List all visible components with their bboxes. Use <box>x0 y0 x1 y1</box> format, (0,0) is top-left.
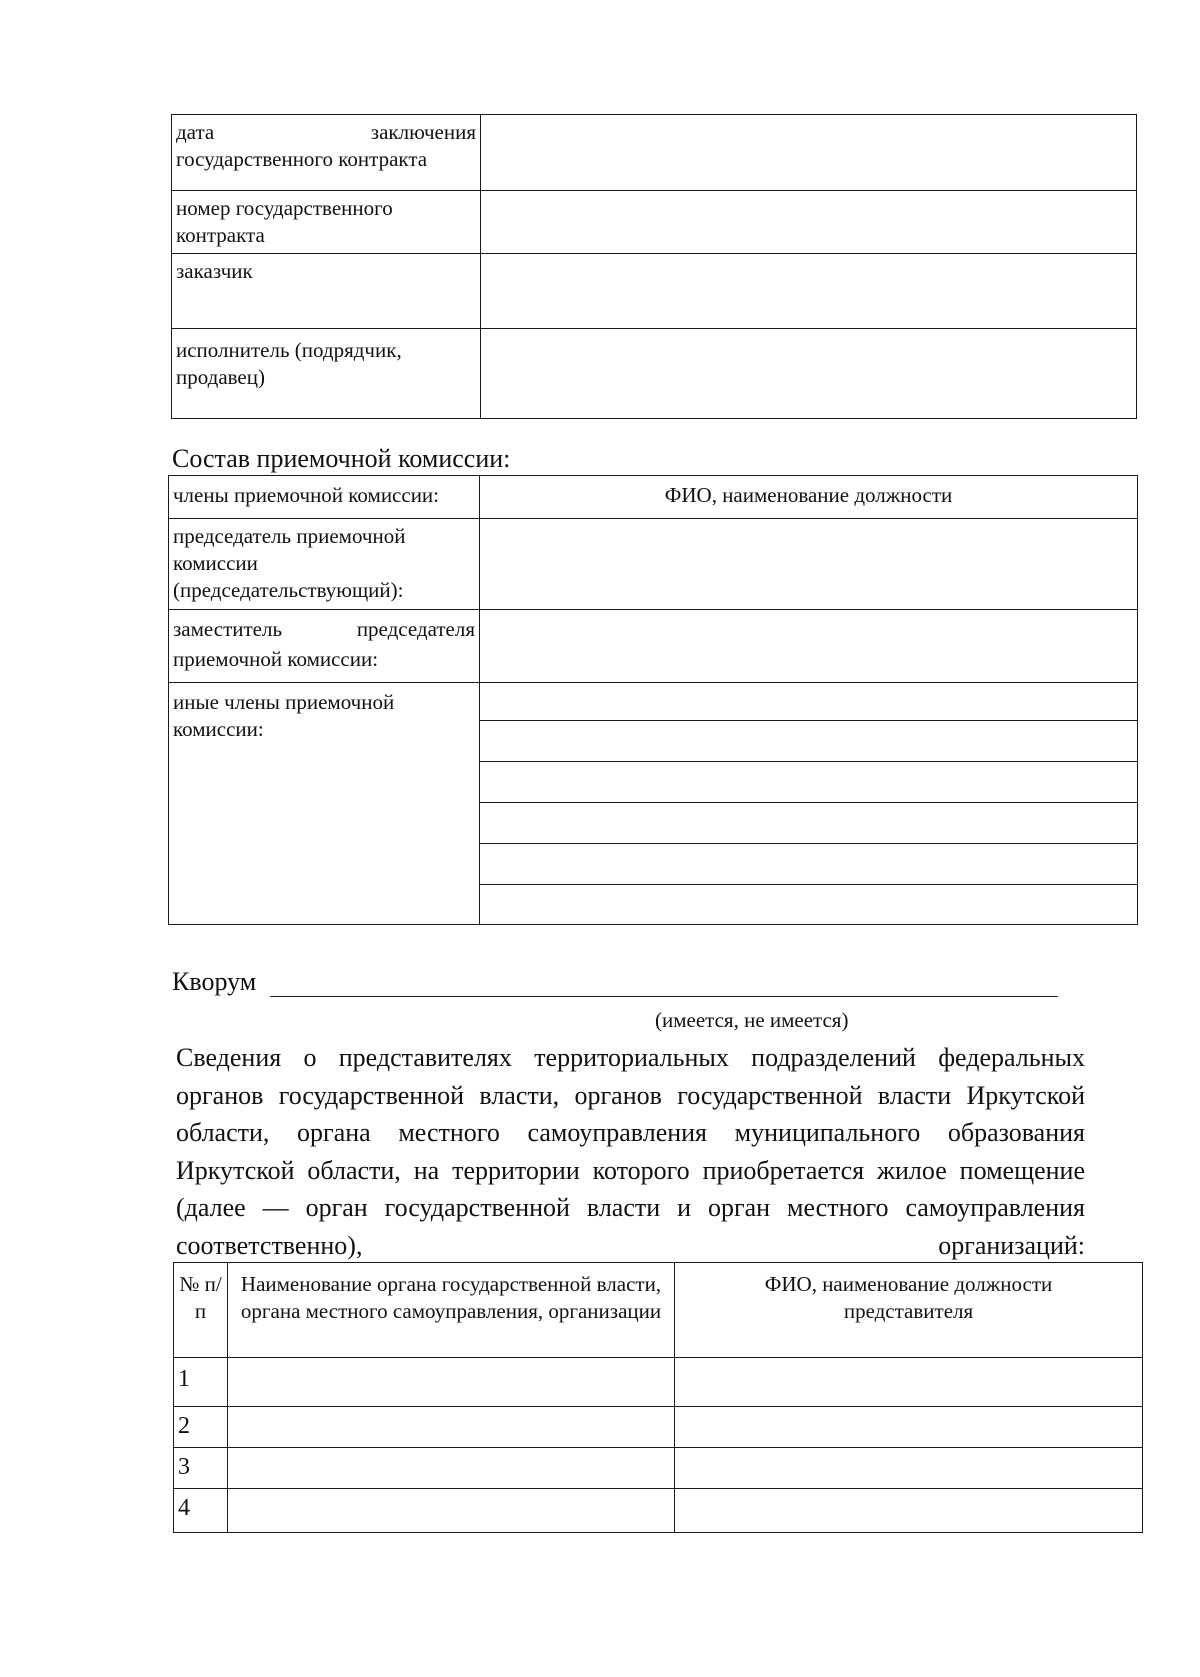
chairman-label: председатель приемочной комиссии (председательствующий): <box>169 519 480 610</box>
table-row <box>169 683 1138 721</box>
organization-field[interactable] <box>228 1358 675 1407</box>
table-row <box>172 115 1137 191</box>
representatives-intro: Сведения о представителях территориальных подразделений федеральных органов государственной власти, органов государственной власти Иркутской области, органа местного самоуправления муниципального образования Иркутской области, на территории которого приобретается жилое помещение (далее — орган государственной власти и орган местного самоуправления соответственно), организаций: <box>176 1043 1085 1260</box>
row-number: 1 <box>174 1358 228 1407</box>
chairman-field[interactable] <box>480 519 1138 610</box>
table-row <box>169 519 1138 610</box>
organization-field[interactable] <box>228 1489 675 1533</box>
commission-members-header: члены приемочной комиссии: <box>169 476 480 519</box>
contract-number-field[interactable] <box>481 191 1137 254</box>
fio-position-header: ФИО, наименование должности <box>480 476 1138 519</box>
customer-label: заказчик <box>172 254 481 329</box>
other-member-field[interactable] <box>480 762 1138 803</box>
table-row <box>174 1358 1143 1407</box>
representative-field[interactable] <box>675 1448 1143 1489</box>
representative-field[interactable] <box>675 1407 1143 1448</box>
other-members-label: иные члены приемочной комиссии: <box>169 683 480 925</box>
organization-field[interactable] <box>228 1448 675 1489</box>
row-number: 3 <box>174 1448 228 1489</box>
other-member-field[interactable] <box>480 803 1138 844</box>
table-row <box>169 610 1138 683</box>
other-member-field[interactable] <box>480 683 1138 721</box>
representative-header: ФИО, наименование должности представителя <box>675 1263 1143 1358</box>
row-number: 2 <box>174 1407 228 1448</box>
contract-info-table <box>171 114 1137 419</box>
deputy-chairman-label: заместитель председателя приемочной комиссии: <box>169 610 480 683</box>
representative-field[interactable] <box>675 1489 1143 1533</box>
organization-field[interactable] <box>228 1407 675 1448</box>
representative-field[interactable] <box>675 1358 1143 1407</box>
table-row <box>174 1448 1143 1489</box>
table-row <box>174 1263 1143 1358</box>
quorum-hint: (имеется, не имеется) <box>655 1008 849 1032</box>
deputy-chairman-field[interactable] <box>480 610 1138 683</box>
table-row <box>174 1489 1143 1533</box>
row-number: 4 <box>174 1489 228 1533</box>
table-row <box>172 191 1137 254</box>
quorum-field[interactable] <box>270 996 1058 997</box>
commission-table <box>168 475 1138 925</box>
commission-title: Состав приемочной комиссии: <box>172 444 511 473</box>
row-number-header: № п/п <box>174 1263 228 1358</box>
table-row <box>174 1407 1143 1448</box>
other-member-field[interactable] <box>480 844 1138 885</box>
contract-date-label: дата заключения государственного контракта <box>172 115 481 191</box>
table-row <box>172 329 1137 419</box>
other-member-field[interactable] <box>480 721 1138 762</box>
contract-date-field[interactable] <box>481 115 1137 191</box>
other-member-field[interactable] <box>480 885 1138 925</box>
representatives-table <box>173 1262 1143 1533</box>
contractor-field[interactable] <box>481 329 1137 419</box>
table-row <box>169 476 1138 519</box>
contractor-label: исполнитель (подрядчик, продавец) <box>172 329 481 419</box>
quorum-label: Кворум <box>172 967 257 996</box>
organization-header: Наименование органа государственной власти, органа местного самоуправления, организации <box>228 1263 675 1358</box>
table-row <box>172 254 1137 329</box>
customer-field[interactable] <box>481 254 1137 329</box>
contract-number-label: номер государственного контракта <box>172 191 481 254</box>
